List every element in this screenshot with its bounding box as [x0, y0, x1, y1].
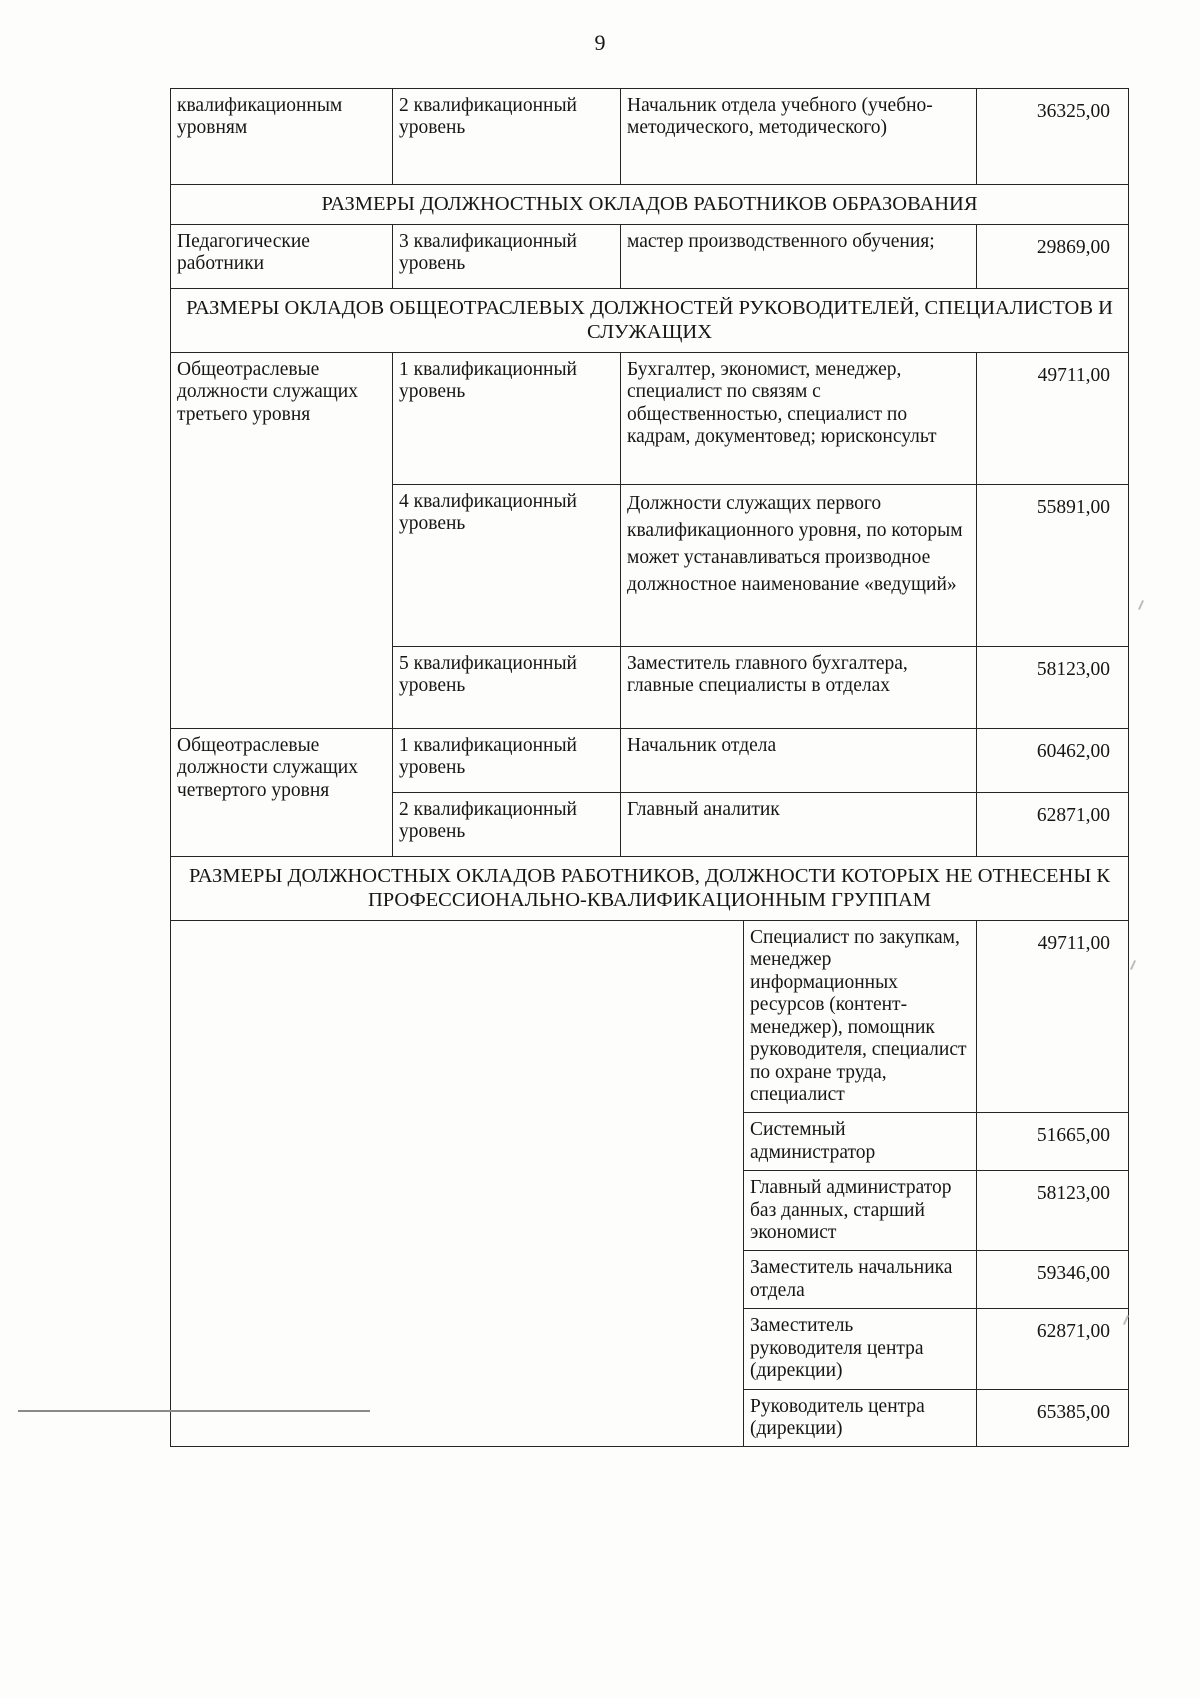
- level-cell: 1 квалификационный уровень: [393, 353, 621, 485]
- position-cell: Начальник отдела учебного (учебно-методического, методического): [621, 89, 977, 185]
- position-cell: Бухгалтер, экономист, менеджер, специалист по связям с общественностью, специалист по кадрам, документовед; юрисконсульт: [621, 353, 977, 485]
- salary-cell: 49711,00: [977, 353, 1129, 485]
- level-cell: 4 квалификационный уровень: [393, 485, 621, 647]
- salary-cell: 62871,00: [977, 1309, 1129, 1389]
- section-header-row: [171, 857, 1129, 921]
- salary-cell: 51665,00: [977, 1113, 1129, 1171]
- section-title: РАЗМЕРЫ ДОЛЖНОСТНЫХ ОКЛАДОВ РАБОТНИКОВ, ДОЛЖНОСТИ КОТОРЫХ НЕ ОТНЕСЕНЫ К ПРОФЕССИОНАЛЬНО-КВАЛИФИКАЦИОННЫМ ГРУППАМ: [171, 857, 1129, 921]
- level-cell: 5 квалификационный уровень: [393, 647, 621, 729]
- position-cell: Заместитель начальника отдела: [744, 1251, 977, 1309]
- position-cell: Главный администратор баз данных, старший экономист: [744, 1171, 977, 1251]
- position-cell: Системный администратор: [744, 1113, 977, 1171]
- position-cell: Должности служащих первого квалификационного уровня, по которым может устанавливаться производное должностное наименование «ведущий»: [621, 485, 977, 647]
- section-title: РАЗМЕРЫ ДОЛЖНОСТНЫХ ОКЛАДОВ РАБОТНИКОВ ОБРАЗОВАНИЯ: [171, 185, 1129, 225]
- table-row: [171, 353, 1129, 485]
- scan-speck: [1130, 960, 1136, 970]
- salary-cell: 29869,00: [977, 225, 1129, 289]
- level-cell: 2 квалификационный уровень: [393, 793, 621, 857]
- group-cell: квалификационным уровням: [171, 89, 393, 185]
- salary-cell: 62871,00: [977, 793, 1129, 857]
- group-cell: Общеотраслевые должности служащих четвертого уровня: [171, 729, 393, 857]
- position-cell: Руководитель центра (дирекции): [744, 1389, 977, 1447]
- level-cell: 3 квалификационный уровень: [393, 225, 621, 289]
- section-header-row: [171, 185, 1129, 225]
- salary-cell: 59346,00: [977, 1251, 1129, 1309]
- table-row: [171, 921, 1129, 1113]
- position-cell: Специалист по закупкам, менеджер информационных ресурсов (контент-менеджер), помощник руководителя, специалист по охране труда, специалист: [744, 921, 977, 1113]
- group-cell: Общеотраслевые должности служащих третьего уровня: [171, 353, 393, 729]
- level-cell: 1 квалификационный уровень: [393, 729, 621, 793]
- table-row: [171, 225, 1129, 289]
- position-cell: Начальник отдела: [621, 729, 977, 793]
- table-row: [171, 89, 1129, 185]
- salary-cell: 58123,00: [977, 1171, 1129, 1251]
- level-cell: 2 квалификационный уровень: [393, 89, 621, 185]
- position-cell: мастер производственного обучения;: [621, 225, 977, 289]
- section-header-row: [171, 289, 1129, 353]
- position-cell: Заместитель руководителя центра (дирекции): [744, 1309, 977, 1389]
- scan-artifact-line: [18, 1410, 370, 1412]
- page-number: 9: [594, 30, 606, 55]
- section-title: РАЗМЕРЫ ОКЛАДОВ ОБЩЕОТРАСЛЕВЫХ ДОЛЖНОСТЕЙ РУКОВОДИТЕЛЕЙ, СПЕЦИАЛИСТОВ И СЛУЖАЩИХ: [171, 289, 1129, 353]
- position-cell: Главный аналитик: [621, 793, 977, 857]
- salary-cell: 65385,00: [977, 1389, 1129, 1447]
- salary-cell: 55891,00: [977, 485, 1129, 647]
- table-row: [171, 729, 1129, 793]
- salary-cell: 36325,00: [977, 89, 1129, 185]
- scan-speck: [1138, 600, 1144, 610]
- position-cell: Заместитель главного бухгалтера, главные специалисты в отделах: [621, 647, 977, 729]
- salary-cell: 58123,00: [977, 647, 1129, 729]
- salary-cell: 60462,00: [977, 729, 1129, 793]
- group-cell: Педагогические работники: [171, 225, 393, 289]
- salary-table: [170, 88, 1129, 1447]
- salary-cell: 49711,00: [977, 921, 1129, 1113]
- empty-cell: [171, 921, 744, 1447]
